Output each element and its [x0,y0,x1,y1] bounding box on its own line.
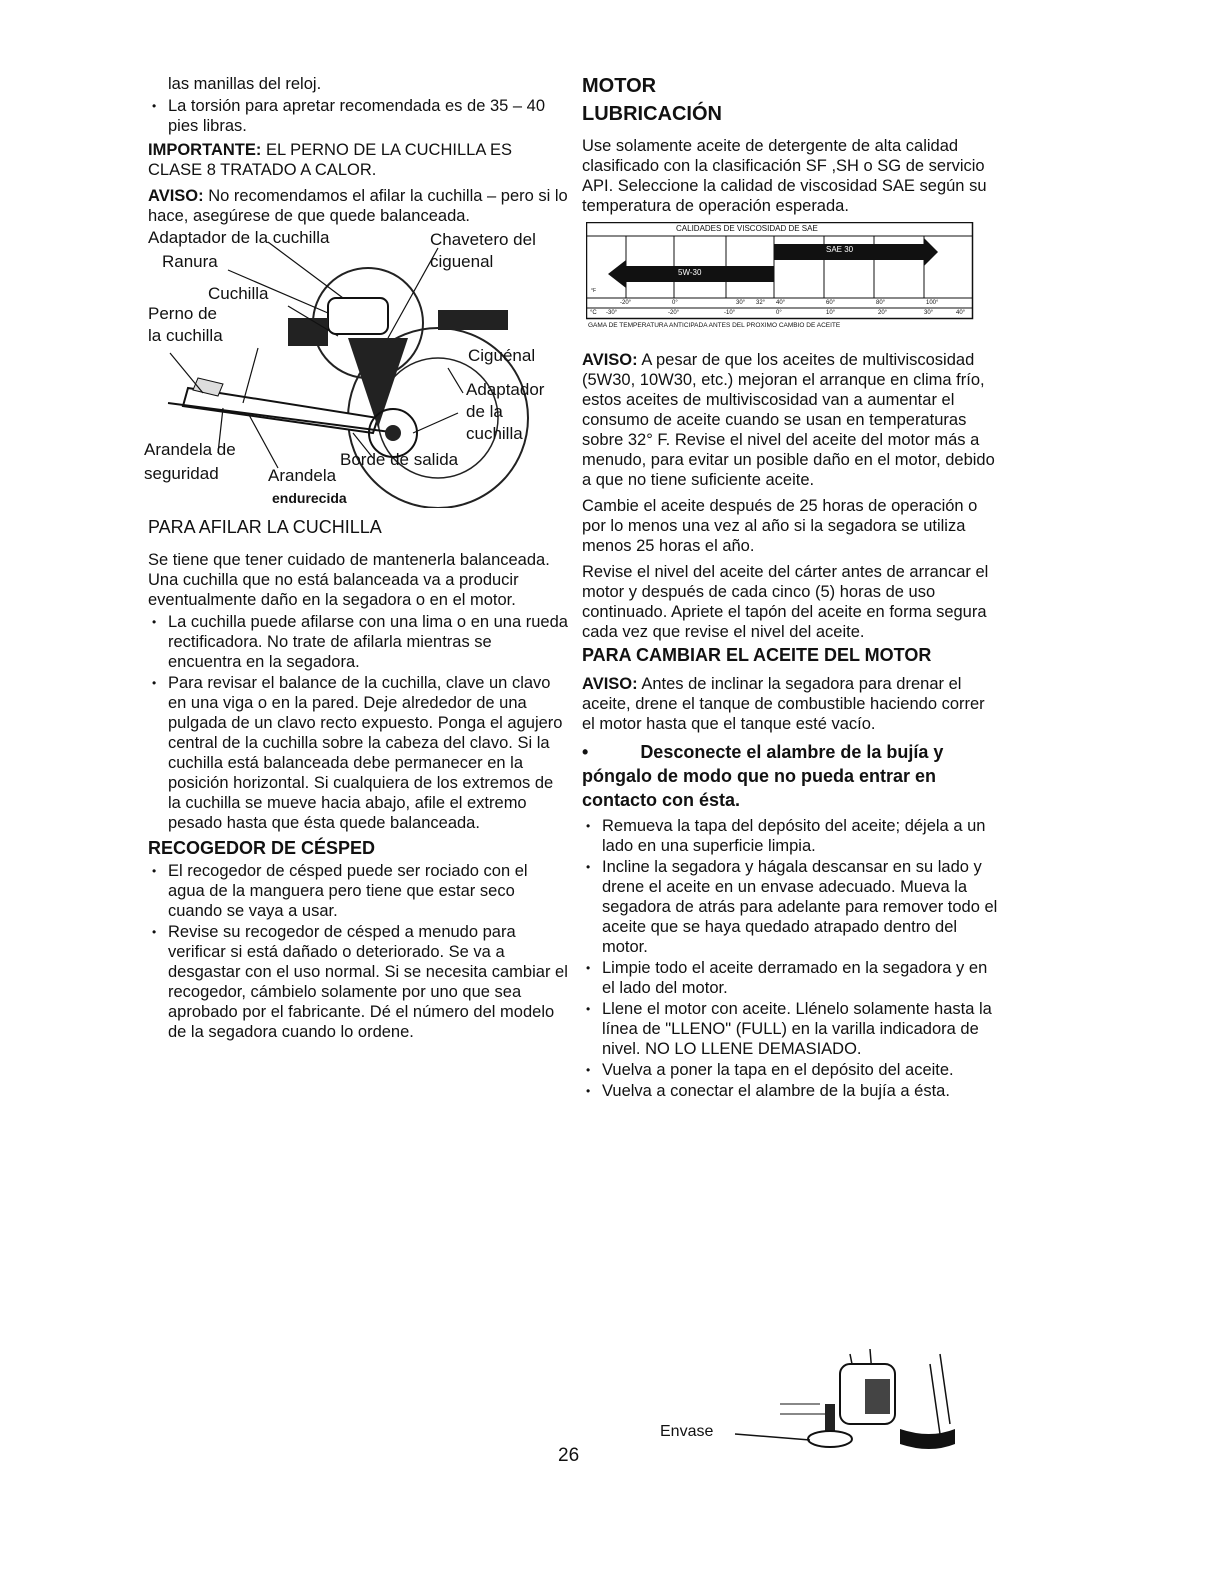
label-chavetero-1: Chavetero del [430,230,536,249]
f-tick: 32° [756,300,766,306]
c-tick: 40° [956,310,966,316]
steps-list [582,816,1002,1101]
step-item: • Remueva la tapa del depósito del aceite; déjela a un lado en una superficie limpia. [582,816,1002,856]
step-item: • Vuelva a conectar el alambre de la bujía a ésta. [582,1081,1002,1101]
sharpen-heading: PARA AFILAR LA CUCHILLA [148,517,382,537]
c-tick: °C [590,310,597,316]
f-tick: 0° [672,300,678,306]
warning-heading [582,740,1002,812]
oil-drain-illustration [660,1344,980,1464]
aviso-drain-text: Antes de inclinar la segadora para drenar el aceite, drene el tanque de combustible haciendo correr el motor hasta que el tanque esté vacío. [582,675,985,733]
f-tick: 60° [826,300,836,306]
check-text: Revise el nivel del aceite del cárter antes de arrancar el motor y después de cada cinco (5) horas de uso continuado. Apriete el tapón del aceite en forma segura cada vez que revise el nivel del aceite. [582,563,989,641]
change-heading: PARA CAMBIAR EL ACEITE DEL MOTOR [582,645,932,665]
visc-c-row [588,309,973,318]
aviso-multi-label: AVISO: [582,351,638,369]
grass-list [148,861,568,1042]
step-item: • Limpie todo el aceite derramado en la segadora y en el lado del motor. [582,958,1002,998]
left-column [144,74,568,1046]
label-chavetero-2: ciguenal [430,252,494,271]
warning-bullet: • [582,742,589,762]
label-arandela-end-1: Arandela [268,466,337,485]
important-text: EL PERNO DE LA CUCHILLA ES CLASE 8 TRATADO A CALOR. [148,141,513,179]
label-adaptador: Adaptador de la cuchilla [148,228,330,247]
aviso-drain [582,674,1002,734]
c-tick: -10° [724,310,736,316]
label-adaptador2-3: cuchilla [466,424,523,443]
page-number: 26 [558,1445,580,1466]
label-ranura: Ranura [162,252,218,271]
sharpen-bullet: • La cuchilla puede afilarse con una lima o en una rueda rectificadora. No trate de afilarla mientras se encuentra en la segadora. [148,612,568,672]
intro-fragment: las manillas del reloj. [168,75,322,93]
torque-list [148,96,568,136]
aviso-multi-text: A pesar de que los aceites de multiviscosidad (5W30, 10W30, etc.) mejoran el arranque en clima frío, estos aceites de multiviscosidad van a aumentar el consumo de aceite cuando se usan en temperaturas sobre 32° F. Revise el nivel del aceite del motor más a menudo, para evitar un posible daño en el motor, debido a que no tiene suficiente aceite. [582,351,995,489]
sharpen-text: Se tiene que tener cuidado de mantenerla balanceada. Una cuchilla que no está balanceada va a producir eventualmente daño en la segadora o en el motor. [148,551,550,609]
aviso-note [148,186,568,226]
grass-bullet: • Revise su recogedor de césped a menudo para verificar si está dañado o deteriorado. Se va a desgastar con el uso normal. Si se necesita cambiar el recogedor, cámbielo solamente por uno que sea aprobado por el fabricante. Dé el número del modelo de la segadora cuando lo ordene. [148,922,568,1042]
label-ciguenal: Ciguénal [468,346,536,365]
label-arandela-end-2: endurecida [272,490,347,506]
label-perno-2: la cuchilla [148,326,223,345]
aviso-text: No recomendamos el afilar la cuchilla – pero si lo hace, asegúrese de que quede balanceada. [148,187,568,225]
motor-heading: MOTOR [582,75,657,97]
grass-heading: RECOGEDOR DE CÉSPED [148,838,376,858]
label-adaptador2-1: Adaptador [466,380,545,399]
lub-text: Use solamente aceite de detergente de alta calidad clasificado con la clasificación SF ,SH o SG de servicio API. Seleccione la calidad de viscosidad SAE según su temperatura de operación esperada. [582,137,987,215]
aviso-drain-label: AVISO: [582,675,638,693]
f-unit: °F [591,288,597,294]
important-label: IMPORTANTE: [148,141,262,159]
aviso-multi [582,350,1002,490]
important-note [148,140,568,180]
torque-bullet: • La torsión para apretar recomendada es de 35 – 40 pies libras. [148,96,568,136]
c-tick: 0° [776,310,782,316]
f-tick: -20° [620,300,632,306]
blade-diagram [144,228,568,508]
c-tick: 10° [826,310,836,316]
f-tick: 40° [776,300,786,306]
f-tick: 30° [736,300,746,306]
grass-bullet: • El recogedor de césped puede ser rociado con el agua de la manguera pero tiene que estar seco cuando se vaya a usar. [148,861,568,921]
label-perno-1: Perno de [148,304,217,323]
step-item: • Incline la segadora y hágala descansar en su lado y drene el aceite en un envase adecuado. Mueva la segadora de atrás para adelante para remover todo el aceite que se haya quedado atrapado dentro del motor. [582,857,1002,957]
f-tick: 80° [876,300,886,306]
right-column [582,74,1002,1105]
lubricacion-heading: LUBRICACIÓN [582,103,722,125]
change-text: Cambie el aceite después de 25 horas de operación o por lo menos una vez al año si la segadora se utiliza menos 25 horas el año. [582,497,978,555]
label-arandela-seg-2: seguridad [144,464,219,483]
sharpen-list [148,612,568,833]
envase-label: Envase [660,1423,714,1440]
c-tick: 20° [878,310,888,316]
label-arandela-seg-1: Arandela de [144,440,236,459]
visc-f-row [588,299,973,308]
step-item: • Llene el motor con aceite. Llénelo solamente hasta la línea de "LLENO" (FULL) en la varilla indicadora de nivel. NO LO LLENE DEMASIADO. [582,999,1002,1059]
step-item: • Vuelva a poner la tapa en el depósito del aceite. [582,1060,1002,1080]
label-adaptador2-2: de la [466,402,503,421]
f-tick: 100° [926,300,939,306]
sharpen-bullet: • Para revisar el balance de la cuchilla, clave un clavo en una viga o en la pared. Deje alrededor de una pulgada de un clavo recto expuesto. Ponga el agujero central de la cuchilla sobre la cabeza del clavo. Si la cuchilla está balanceada debe permanecer en la posición horizontal. Si cualquiera de los extremos de la cuchilla se mueve hacia abajo, afile el extremo pesado hasta que ésta quede balanceada. [148,673,568,833]
visc-title: CALIDADES DE VISCOSIDAD DE SAE [676,224,818,233]
c-tick: -30° [606,310,618,316]
visc-sae30: SAE 30 [826,245,854,254]
label-cuchilla: Cuchilla [208,284,269,303]
warning-text: Desconecte el alambre de la bujía y póngalo de modo que no pueda entrar en contacto con ésta. [582,742,944,810]
c-tick: -20° [668,310,680,316]
visc-footer: GAMA DE TEMPERATURA ANTICIPADA ANTES DEL PROXIMO CAMBIO DE ACEITE [588,322,841,329]
label-borde: Borde de salida [340,450,459,469]
viscosity-chart [586,222,976,329]
c-tick: 30° [924,310,934,316]
visc-5w30: 5W-30 [678,268,702,277]
aviso-label: AVISO: [148,187,204,205]
oil-drain-drawing [660,1344,980,1464]
